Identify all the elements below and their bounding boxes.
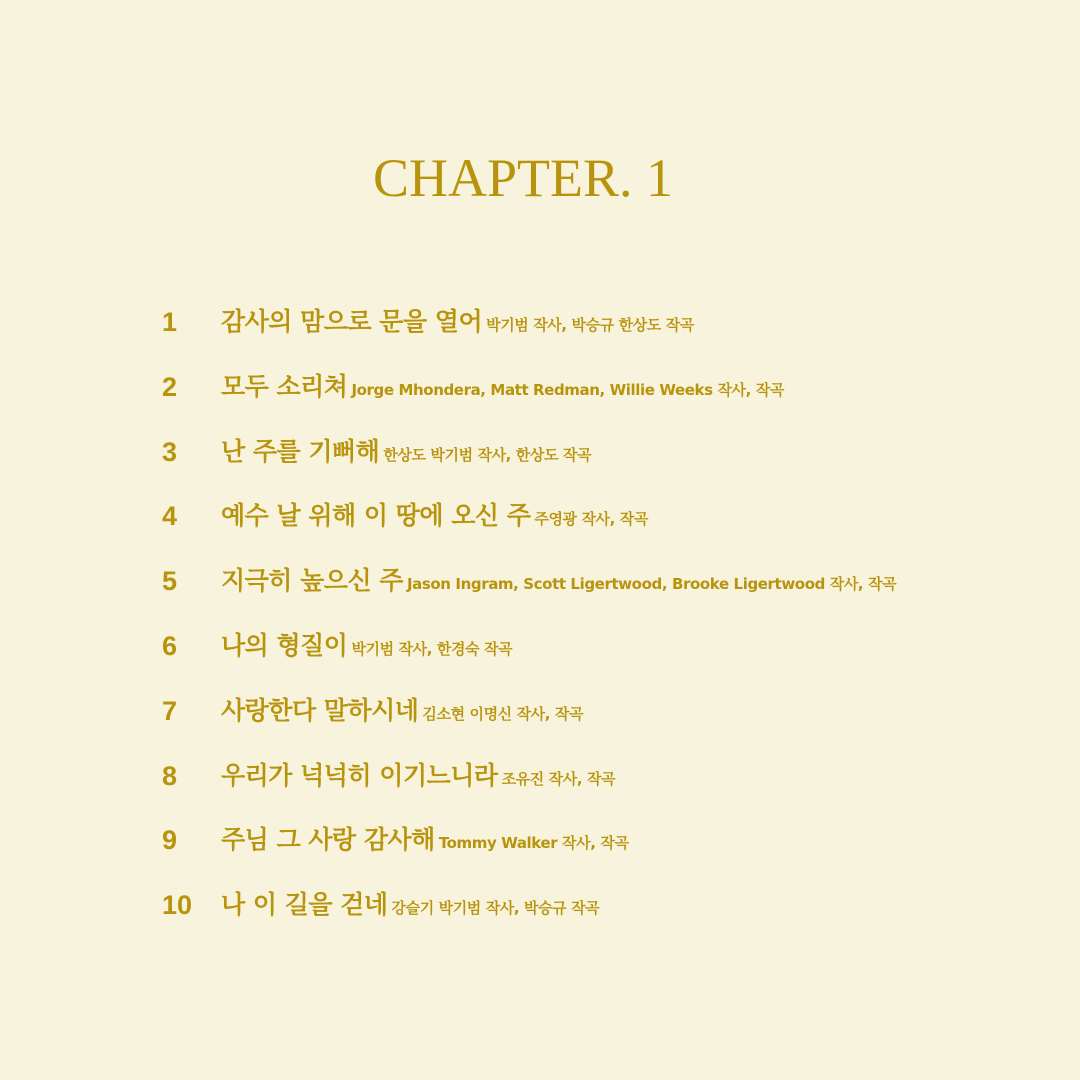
track-list [0, 290, 1080, 938]
track-title: 난 주를 기뻐해 [221, 436, 380, 466]
track-title: 사랑한다 말하시네 [221, 695, 419, 725]
track-title: 지극히 높으신 주 [221, 566, 403, 596]
track-credit: 박기범 작사, 박승규 한상도 작곡 [486, 316, 694, 334]
track-text [221, 563, 896, 602]
track-credit: Jason Ingram, Scott Ligertwood, Brooke Ligertwood 작사, 작곡 [406, 575, 897, 594]
track-text [221, 758, 615, 797]
track-row-9 [0, 808, 1080, 873]
track-text [221, 693, 583, 732]
track-title: 나의 형질이 [221, 630, 348, 660]
track-number: 6 [162, 630, 178, 661]
track-row-4 [0, 484, 1080, 549]
track-title: 우리가 넉넉히 이기느니라 [221, 760, 498, 790]
track-number: 3 [162, 436, 178, 467]
track-row-6 [0, 614, 1080, 679]
track-number: 5 [162, 566, 178, 597]
track-title: 예수 날 위해 이 땅에 오신 주 [221, 501, 531, 531]
chapter-title: CHAPTER. 1 [372, 148, 674, 208]
track-credit: 한상도 박기범 작사, 한상도 작곡 [383, 445, 592, 464]
track-credit: 강슬기 박기범 작사, 박승규 작곡 [391, 899, 600, 918]
track-credit: Tommy Walker 작사, 작곡 [438, 834, 629, 853]
track-text [221, 498, 648, 537]
track-number: 9 [162, 825, 178, 856]
track-number: 10 [162, 890, 193, 921]
track-title: 주님 그 사랑 감사해 [221, 825, 435, 855]
track-title: 감사의 맘으로 문을 열어 [221, 307, 483, 336]
track-number: 7 [162, 695, 178, 726]
track-number: 1 [162, 307, 178, 337]
track-credit: 주영광 작사, 작곡 [534, 510, 648, 529]
track-title: 나 이 길을 걷네 [221, 890, 388, 920]
track-number: 2 [162, 371, 178, 402]
track-row-5 [0, 549, 1080, 614]
track-credit: 조유진 작사, 작곡 [501, 769, 616, 788]
track-row-10 [0, 873, 1080, 938]
track-text [221, 628, 512, 667]
track-text [221, 304, 694, 343]
track-row-3 [0, 420, 1080, 485]
track-row-2 [0, 355, 1080, 420]
track-text [221, 369, 784, 408]
track-credit: 김소현 이명신 작사, 작곡 [422, 704, 584, 723]
track-number: 4 [162, 501, 178, 532]
track-text [221, 887, 599, 926]
track-credit: 박기범 작사, 한경숙 작곡 [351, 639, 513, 658]
track-text [221, 822, 629, 861]
track-credit: Jorge Mhondera, Matt Redman, Willie Weeks 작사, 작곡 [351, 380, 784, 399]
track-row-7 [0, 679, 1080, 744]
track-text [221, 434, 591, 473]
track-number: 8 [162, 760, 178, 791]
track-row-1 [0, 290, 1080, 355]
track-row-8 [0, 744, 1080, 809]
track-title: 모두 소리쳐 [221, 371, 348, 401]
